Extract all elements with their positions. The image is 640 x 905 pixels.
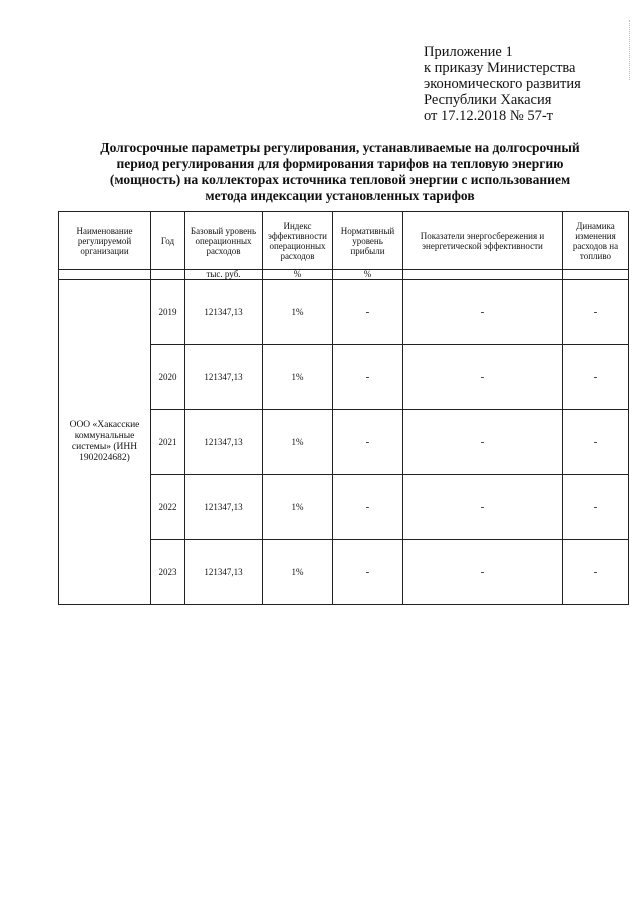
unit-cell — [403, 270, 563, 280]
energy-cell: - — [403, 280, 563, 345]
fuel-cell: - — [563, 280, 629, 345]
fuel-cell: - — [563, 540, 629, 605]
profit-cell: - — [333, 475, 403, 540]
fuel-cell: - — [563, 475, 629, 540]
organization-cell: ООО «Хакасские коммунальные системы» (ИНН 1902024682) — [59, 280, 151, 605]
base-cell: 121347,13 — [185, 540, 263, 605]
year-cell: 2021 — [151, 410, 185, 475]
title-line: (мощность) на коллекторах источника тепловой энергии с использованием — [109, 172, 571, 187]
fuel-cell: - — [563, 410, 629, 475]
header-year: Год — [151, 212, 185, 270]
appendix-block — [424, 44, 581, 124]
profit-cell: - — [333, 280, 403, 345]
unit-cell: тыс. руб. — [185, 270, 263, 280]
year-cell: 2023 — [151, 540, 185, 605]
document-title — [70, 140, 610, 204]
title-line: период регулирования для формирования тарифов на тепловую энергию — [116, 156, 564, 171]
year-cell: 2019 — [151, 280, 185, 345]
appendix-line: от 17.12.2018 № 57-т — [424, 108, 554, 124]
table-row — [59, 280, 629, 345]
energy-cell: - — [403, 410, 563, 475]
appendix-line: к приказу Министерства — [424, 60, 576, 76]
profit-cell: - — [333, 540, 403, 605]
energy-cell: - — [403, 475, 563, 540]
header-energy-saving: Показатели энергосбережения и энергетической эффективности — [403, 212, 563, 270]
index-cell: 1% — [263, 280, 333, 345]
base-cell: 121347,13 — [185, 345, 263, 410]
unit-cell: % — [333, 270, 403, 280]
appendix-line: Республики Хакасия — [424, 92, 552, 108]
table-header-row — [59, 212, 629, 270]
fuel-cell: - — [563, 345, 629, 410]
energy-cell: - — [403, 540, 563, 605]
unit-cell — [59, 270, 151, 280]
unit-cell — [563, 270, 629, 280]
title-line: метода индексации установленных тарифов — [205, 188, 475, 203]
scan-edge-marks — [629, 20, 636, 80]
profit-cell: - — [333, 345, 403, 410]
appendix-line: Приложение 1 — [424, 44, 513, 60]
base-cell: 121347,13 — [185, 410, 263, 475]
base-cell: 121347,13 — [185, 280, 263, 345]
header-organization: Наименование регулируемой организации — [59, 212, 151, 270]
header-base-level: Базовый уровень операционных расходов — [185, 212, 263, 270]
index-cell: 1% — [263, 540, 333, 605]
index-cell: 1% — [263, 345, 333, 410]
appendix-line: экономического развития — [424, 76, 581, 92]
index-cell: 1% — [263, 410, 333, 475]
profit-cell: - — [333, 410, 403, 475]
index-cell: 1% — [263, 475, 333, 540]
base-cell: 121347,13 — [185, 475, 263, 540]
header-profit-level: Нормативный уровень прибыли — [333, 212, 403, 270]
unit-cell — [151, 270, 185, 280]
table-units-row — [59, 270, 629, 280]
header-fuel-dynamics: Динамика изменения расходов на топливо — [563, 212, 629, 270]
title-line: Долгосрочные параметры регулирования, устанавливаемые на долгосрочный — [100, 140, 580, 155]
energy-cell: - — [403, 345, 563, 410]
year-cell: 2022 — [151, 475, 185, 540]
year-cell: 2020 — [151, 345, 185, 410]
unit-cell: % — [263, 270, 333, 280]
parameters-table — [58, 211, 629, 605]
header-efficiency-index: Индекс эффективности операционных расходов — [263, 212, 333, 270]
